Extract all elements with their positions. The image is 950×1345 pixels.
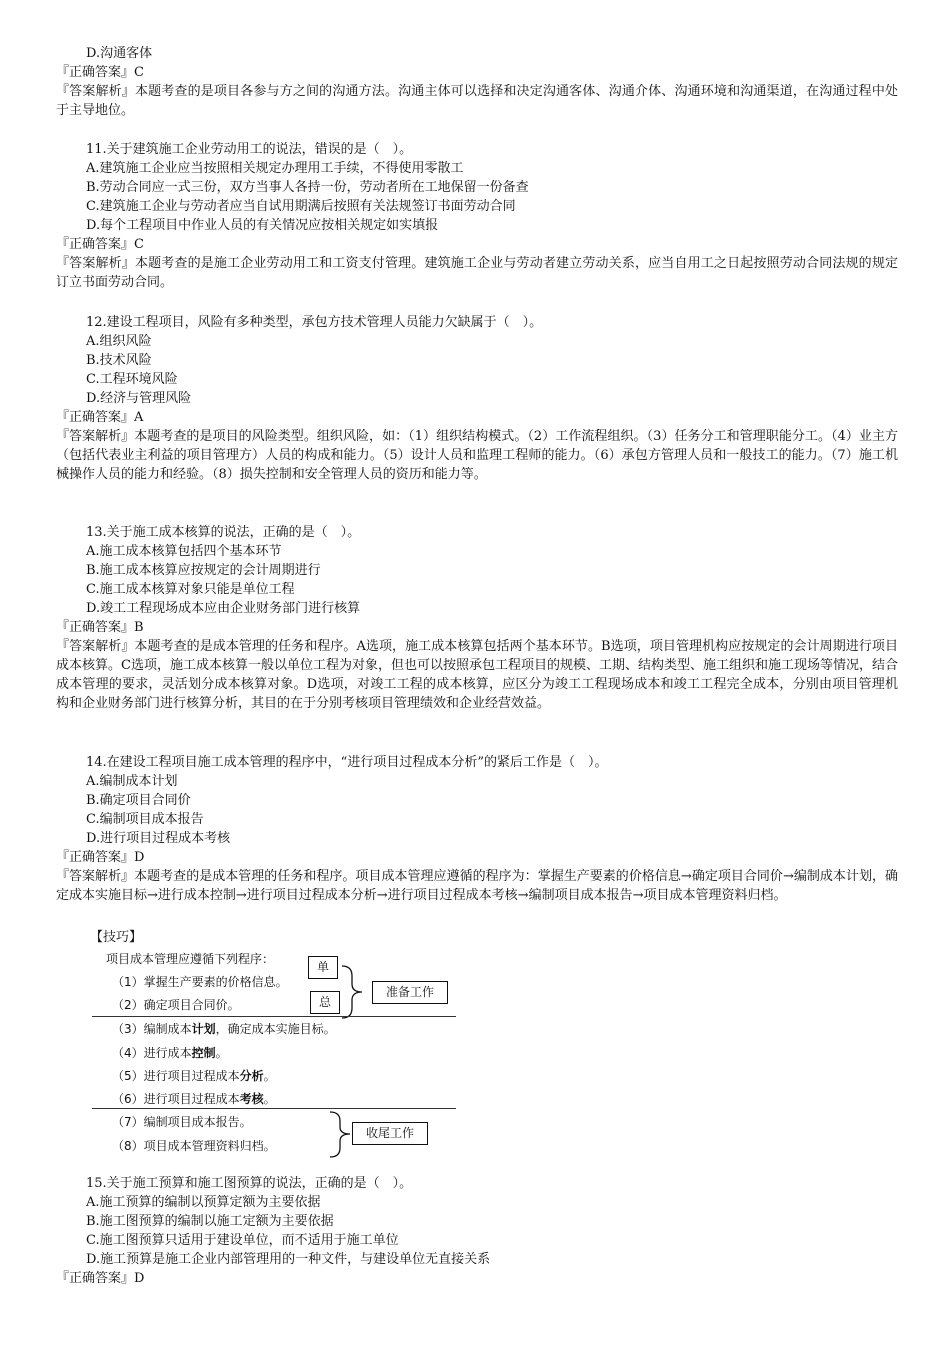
option-d: D.沟通客体 bbox=[86, 46, 153, 61]
question-13-answer: 『正确答案』B bbox=[56, 620, 144, 635]
question-15-option-d: D.施工预算是施工企业内部管理用的一种文件，与建设单位无直接关系 bbox=[86, 1252, 491, 1267]
label-end-work: 收尾工作 bbox=[352, 1122, 428, 1145]
label-prep-work: 准备工作 bbox=[372, 981, 448, 1004]
question-11-option-b: B.劳动合同应一式三份，双方当事人各持一份，劳动者所在工地保留一份备查 bbox=[86, 180, 529, 195]
question-15-stem: 15.关于施工预算和施工图预算的说法，正确的是（ ）。 bbox=[86, 1176, 413, 1191]
cost-management-procedure-diagram bbox=[90, 948, 490, 1163]
box-zong: 总 bbox=[310, 991, 340, 1014]
diagram-step-3: （3）编制成本计划，确定成本实施目标。 bbox=[112, 1022, 336, 1036]
question-12-stem: 12.建设工程项目，风险有多种类型，承包方技术管理人员能力欠缺属于（ ）。 bbox=[86, 315, 543, 330]
question-14-stem: 14.在建设工程项目施工成本管理的程序中，“进行项目过程成本分析”的紧后工作是（ ）。 bbox=[86, 755, 608, 770]
diagram-step-1: （1）掌握生产要素的价格信息。 bbox=[112, 975, 288, 989]
question-11-option-c: C.建筑施工企业与劳动者应当自试用期满后按照有关法规签订书面劳动合同 bbox=[86, 199, 516, 214]
question-13-stem: 13.关于施工成本核算的说法，正确的是（ ）。 bbox=[86, 525, 361, 540]
divider-bottom bbox=[92, 1108, 456, 1109]
question-11-answer: 『正确答案』C bbox=[56, 237, 144, 252]
question-13-option-b: B.施工成本核算应按规定的会计周期进行 bbox=[86, 563, 321, 578]
diagram-step-5: （5）进行项目过程成本分析。 bbox=[112, 1069, 276, 1083]
question-13-analysis: 『答案解析』本题考查的是成本管理的任务和程序。A选项，施工成本核算包括两个基本环节。B选项，项目管理机构应按规定的会计周期进行项目成本核算。C选项，施工成本核算一般以单位工程为对象，但也可以按照承包工程项目的规模、工期、结构类型、施工组织和施工现场等情况，结合成本管理的要求，灵活划分成本核算对象。D选项，对竣工工程的成本核算，应区分为竣工工程现场成本和竣工工程完全成本，分别由项目管理机构和企业财务部门进行核算分析，其目的在于分别考核项目管理绩效和企业经营效益。 bbox=[56, 639, 898, 711]
question-13-option-c: C.施工成本核算对象只能是单位工程 bbox=[86, 582, 295, 597]
diagram-step-7: （7）编制项目成本报告。 bbox=[112, 1115, 252, 1129]
question-12-answer: 『正确答案』A bbox=[56, 410, 144, 425]
diagram-header: 项目成本管理应遵循下列程序： bbox=[106, 952, 275, 966]
question-12-analysis: 『答案解析』本题考查的是项目的风险类型。组织风险，如：（1）组织结构模式。（2）工作流程组织。（3）任务分工和管理职能分工。（4）业主方（包括代表业主利益的项目管理方）人员的构成和能力。（5）设计人员和监理工程师的能力。（6）承包方管理人员和一般技工的能力。（7）施工机械操作人员的能力和经验。（8）损失控制和安全管理人员的资历和能力等。 bbox=[56, 429, 898, 482]
question-15-answer: 『正确答案』D bbox=[56, 1271, 145, 1286]
divider-top bbox=[92, 1016, 456, 1017]
question-15-option-a: A.施工预算的编制以预算定额为主要依据 bbox=[86, 1195, 321, 1210]
diagram-step-8: （8）项目成本管理资料归档。 bbox=[112, 1139, 276, 1153]
question-12-option-d: D.经济与管理风险 bbox=[86, 391, 192, 406]
diagram-step-6: （6）进行项目过程成本考核。 bbox=[112, 1092, 276, 1106]
diagram-step-4: （4）进行成本控制。 bbox=[112, 1046, 228, 1060]
question-14-analysis: 『答案解析』本题考查的是成本管理的任务和程序。项目成本管理应遵循的程序为：掌握生产要素的价格信息→确定项目合同价→编制成本计划，确定成本实施目标→进行成本控制→进行项目过程成本分析→进行项目过程成本考核→编制项目成本报告→项目成本管理资料归档。 bbox=[56, 869, 898, 903]
question-15-option-c: C.施工图预算只适用于建设单位，而不适用于施工单位 bbox=[86, 1233, 399, 1248]
question-11-stem: 11.关于建筑施工企业劳动用工的说法，错误的是（ ）。 bbox=[86, 142, 413, 157]
diagram-step-2: （2）确定项目合同价。 bbox=[112, 998, 240, 1012]
question-15-option-b: B.施工图预算的编制以施工定额为主要依据 bbox=[86, 1214, 334, 1229]
question-14-answer: 『正确答案』D bbox=[56, 850, 145, 865]
question-14-option-a: A.编制成本计划 bbox=[86, 774, 178, 789]
question-12-option-a: A.组织风险 bbox=[86, 334, 152, 349]
answer-analysis: 『答案解析』本题考查的是项目各参与方之间的沟通方法。沟通主体可以选择和决定沟通客体、沟通介体、沟通环境和沟通渠道，在沟通过程中处于主导地位。 bbox=[56, 84, 898, 118]
question-11-option-a: A.建筑施工企业应当按照相关规定办理用工手续，不得使用零散工 bbox=[86, 161, 464, 176]
question-12-option-b: B.技术风险 bbox=[86, 353, 152, 368]
question-11-option-d: D.每个工程项目中作业人员的有关情况应按相关规定如实填报 bbox=[86, 218, 439, 233]
question-14-option-b: B.确定项目合同价 bbox=[86, 793, 191, 808]
tip-title: 【技巧】 bbox=[90, 930, 143, 945]
box-dan: 单 bbox=[308, 956, 338, 979]
question-14-option-c: C.编制项目成本报告 bbox=[86, 812, 204, 827]
question-13-option-a: A.施工成本核算包括四个基本环节 bbox=[86, 544, 282, 559]
question-11-analysis: 『答案解析』本题考查的是施工企业劳动用工和工资支付管理。建筑施工企业与劳动者建立劳动关系，应当自用工之日起按照劳动合同法规的规定订立书面劳动合同。 bbox=[56, 256, 898, 290]
question-14-option-d: D.进行项目过程成本考核 bbox=[86, 831, 231, 846]
question-12-option-c: C.工程环境风险 bbox=[86, 372, 178, 387]
correct-answer: 『正确答案』C bbox=[56, 65, 144, 80]
question-13-option-d: D.竣工工程现场成本应由企业财务部门进行核算 bbox=[86, 601, 361, 616]
